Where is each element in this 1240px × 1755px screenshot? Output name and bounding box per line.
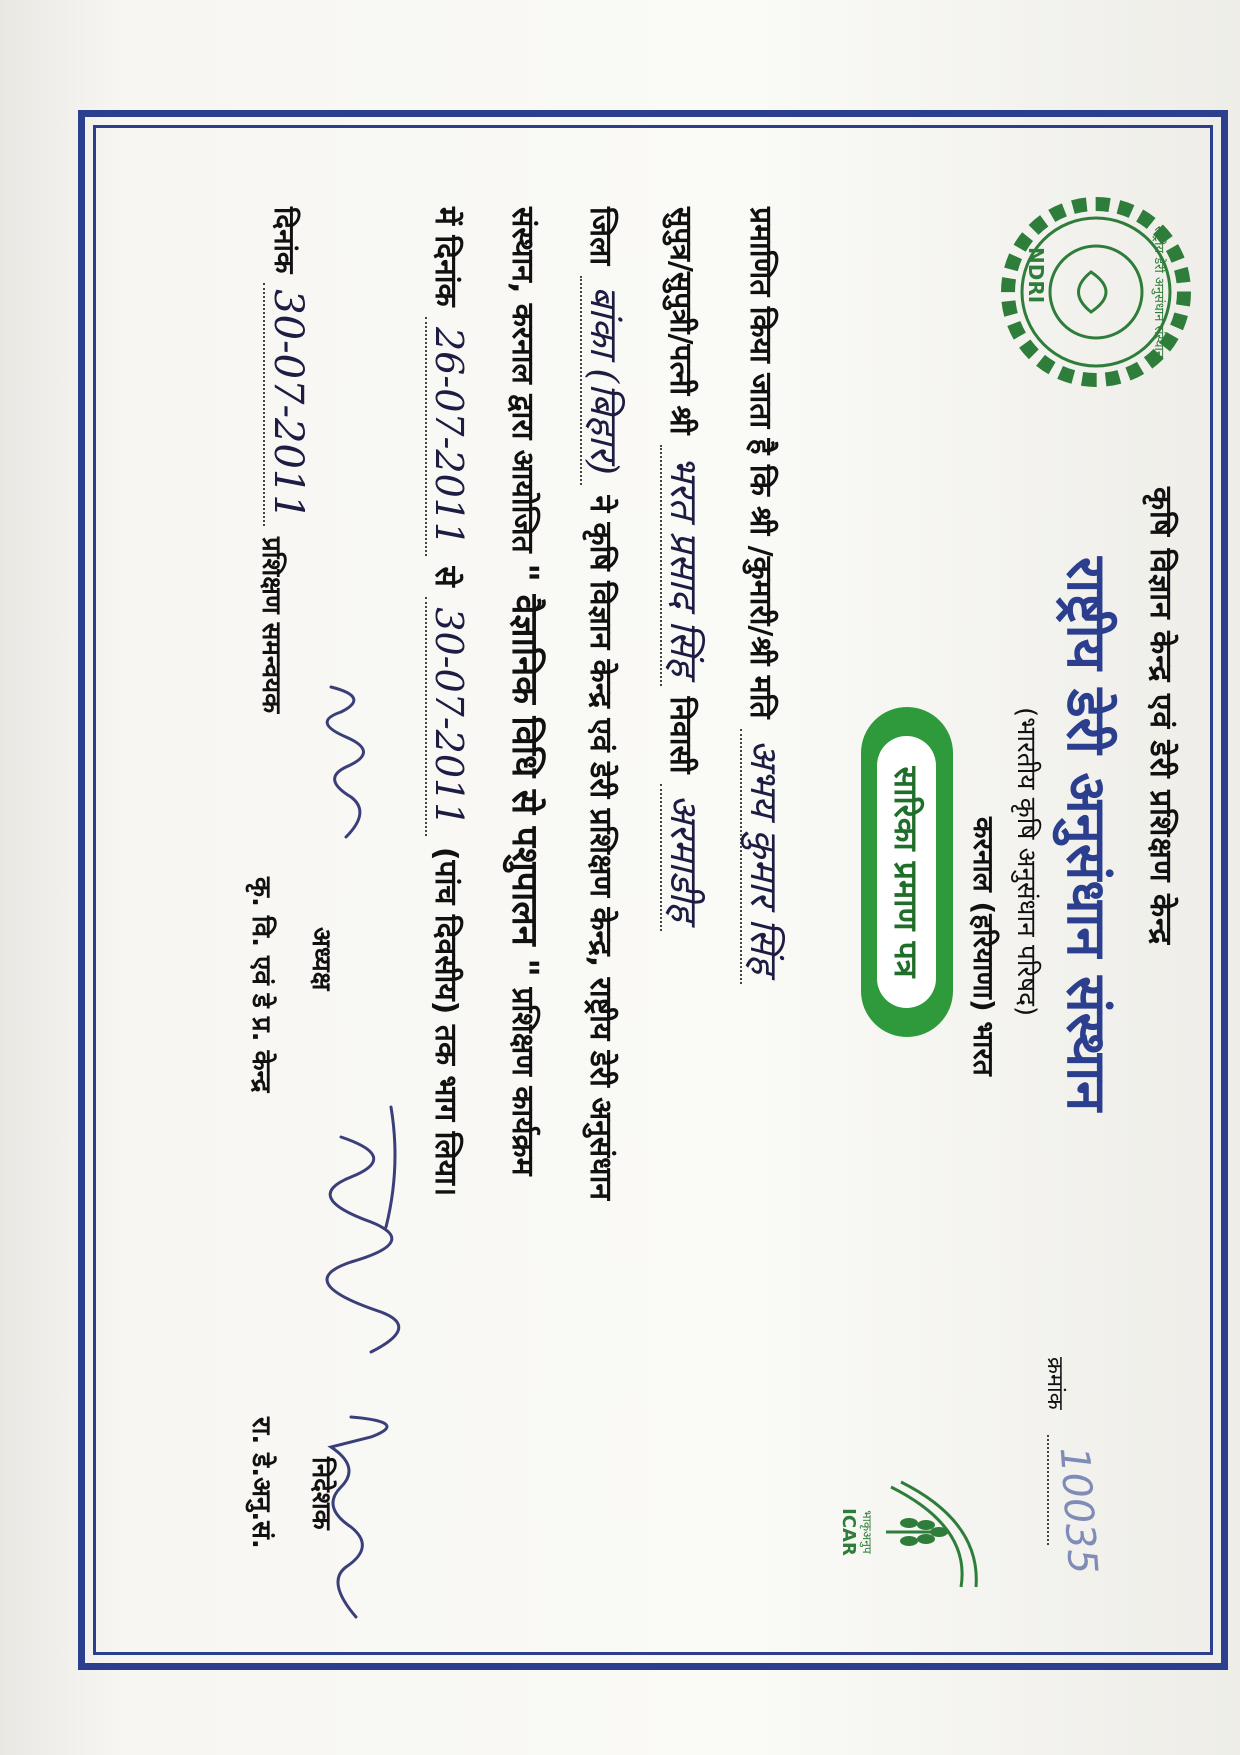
- district: बांका (बिहार): [580, 276, 626, 485]
- residence-label: निवासी: [663, 696, 698, 774]
- coordinator-title: प्रशिक्षण समन्वयक: [256, 537, 286, 714]
- serial-label: क्रमांक: [1042, 1357, 1067, 1410]
- body-line-2: [659, 207, 711, 1587]
- signature-chairman: [271, 1097, 431, 1397]
- body-line-4: [502, 207, 551, 1587]
- signature-coordinator: [291, 677, 401, 857]
- chairman-org: कृ. वि. एवं डे प्र. केन्द्र: [246, 877, 276, 1093]
- subtitle: कृषि विज्ञान केन्द्र एवं डेरी प्रशिक्षण केन्द्र: [1143, 487, 1178, 946]
- icar-logo: [831, 1467, 981, 1597]
- chairman-title: अध्यक्ष: [306, 927, 336, 991]
- line3-prefix: जिला: [583, 207, 618, 266]
- line1-prefix: प्रमाणित किया जाता है कि श्री /कुमारी/श्री मति: [743, 207, 778, 719]
- serial-underline: [1047, 1435, 1049, 1545]
- body-line-3: [579, 207, 631, 1587]
- issue-date-row: [265, 207, 311, 526]
- participant-name: अभय कुमार सिंह: [740, 729, 786, 984]
- icar-hindi: भाकृअनुप: [860, 1510, 874, 1554]
- line4-prefix: संस्थान, करनाल द्वारा आयोजित: [505, 207, 540, 553]
- start-date: 26-07-2011: [425, 317, 471, 556]
- duration: (पांच दिवसीय): [428, 846, 463, 1015]
- ndri-logo: [991, 187, 1201, 397]
- body-line-1: [739, 207, 791, 1587]
- ndri-ring-text: राष्ट्रीय डेरी अनुसंधान संस्थान: [1151, 225, 1166, 359]
- line2-prefix: सुपुत्र/सुपुत्री/पत्नी श्री: [663, 207, 698, 435]
- body-line-5: [427, 207, 471, 1587]
- guardian-name: भरत प्रसाद सिंह: [660, 445, 706, 686]
- residence: अरमाडीह: [660, 784, 706, 932]
- director-title: निदेशक: [306, 1457, 336, 1530]
- location: करनाल (हरियाणा) भारत: [967, 817, 1000, 1076]
- date-label: दिनांक: [268, 207, 301, 274]
- certificate: [78, 110, 1228, 1670]
- issue-date: 30-07-2011: [263, 283, 311, 526]
- line5-mid: से: [428, 566, 463, 587]
- council-name: (भारतीय कृषि अनुसंधान परिषद): [1011, 707, 1041, 1017]
- line5-prefix: में दिनांक: [428, 207, 463, 307]
- end-date: 30-07-2011: [425, 597, 471, 836]
- ndri-abbr: NDRI: [1024, 247, 1048, 304]
- certificate-type-badge: [861, 707, 953, 1037]
- certificate-type: सारिका प्रमाण पत्र: [878, 736, 937, 1007]
- serial-number: 10035: [1050, 1445, 1106, 1576]
- program-name: " वैज्ञानिक विधि से पशुपालन ": [504, 563, 545, 977]
- line5-suffix: तक भाग लिया।: [428, 1024, 463, 1197]
- line3-suffix: ने कृषि विज्ञान केन्द्र एवं डेरी प्रशिक्षण केन्द्र, राष्ट्रीय डेरी अनुसंधान: [583, 495, 618, 1201]
- line4-suffix: प्रशिक्षण कार्यक्रम: [505, 987, 540, 1176]
- icar-abbr: ICAR: [838, 1508, 859, 1556]
- director-org: रा. डे.अनु.सं.: [246, 1417, 276, 1549]
- institute-title: राष्ट्रीय डेरी अनुसंधान संस्थान: [1055, 557, 1118, 1112]
